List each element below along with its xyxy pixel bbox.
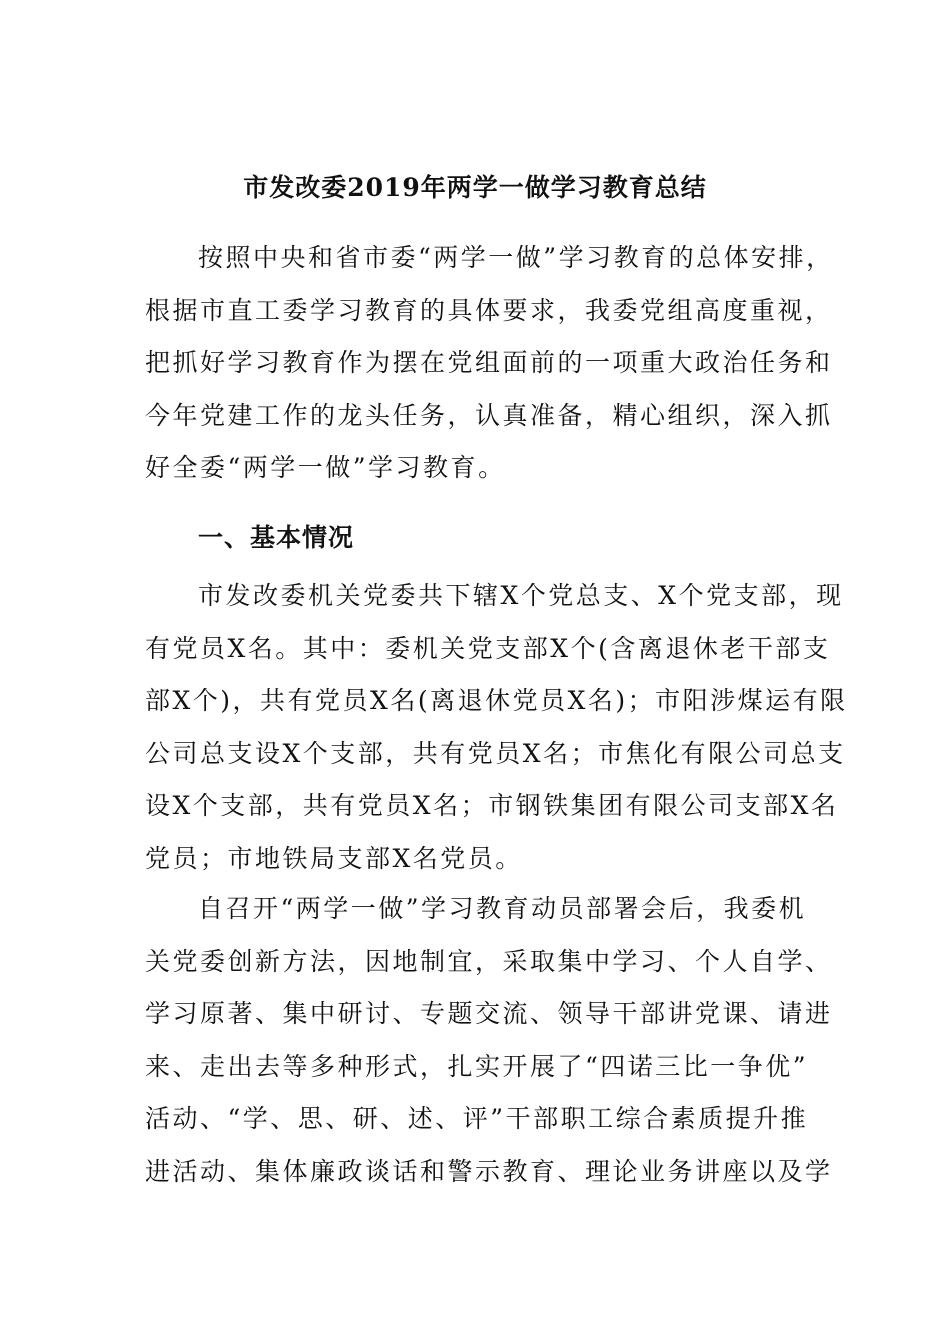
basic-situation-paragraph-2: [145, 883, 833, 1198]
paragraph-line: 部X个)，共有党员X名(离退休党员X名)；市阳涉煤运有限: [145, 686, 848, 715]
paragraph-line: 进活动、集体廉政谈话和警示教育、理论业务讲座以及学: [145, 1156, 833, 1186]
paragraph-line: 按照中央和省市委“两学一做”学习教育的总体安排，: [198, 243, 834, 272]
basic-situation-paragraph-1: [145, 570, 848, 885]
intro-paragraph: [145, 232, 834, 495]
paragraph-line: 关党委创新方法，因地制宜，采取集中学习、个人自学、: [145, 946, 833, 976]
paragraph-line: 来、走出去等多种形式，扎实开展了“四诺三比一争优”: [145, 1051, 809, 1081]
paragraph-line: 学习原著、集中研讨、专题交流、领导干部讲党课、请进: [145, 999, 833, 1028]
paragraph-line: 有党员X名。其中：委机关党支部X个(含离退休老干部支: [145, 633, 831, 663]
paragraph-line: 好全委“两学一做”学习教育。: [145, 453, 506, 482]
paragraph-line: 根据市直工委学习教育的具体要求，我委党组高度重视，: [145, 295, 833, 325]
document-title: 市发改委2019年两学一做学习教育总结: [243, 173, 707, 202]
paragraph-line: 今年党建工作的龙头任务，认真准备，精心组织，深入抓: [145, 400, 833, 430]
paragraph-line: 把抓好学习教育作为摆在党组面前的一项重大政治任务和: [145, 348, 833, 377]
section-heading-basic-situation: 一、基本情况: [198, 523, 355, 552]
paragraph-line: 公司总支设X个支部，共有党员X名；市焦化有限公司总支: [145, 738, 846, 768]
paragraph-line: 自召开“两学一做”学习教育动员部署会后，我委机: [198, 894, 807, 923]
paragraph-line: 设X个支部，共有党员X名；市钢铁集团有限公司支部X名: [145, 791, 839, 820]
paragraph-line: 党员；市地铁局支部X名党员。: [145, 843, 523, 873]
paragraph-line: 市发改委机关党委共下辖X个党总支、X个党支部，现: [198, 581, 844, 610]
paragraph-line: 活动、“学、思、研、述、评”干部职工综合素质提升推: [145, 1104, 809, 1133]
